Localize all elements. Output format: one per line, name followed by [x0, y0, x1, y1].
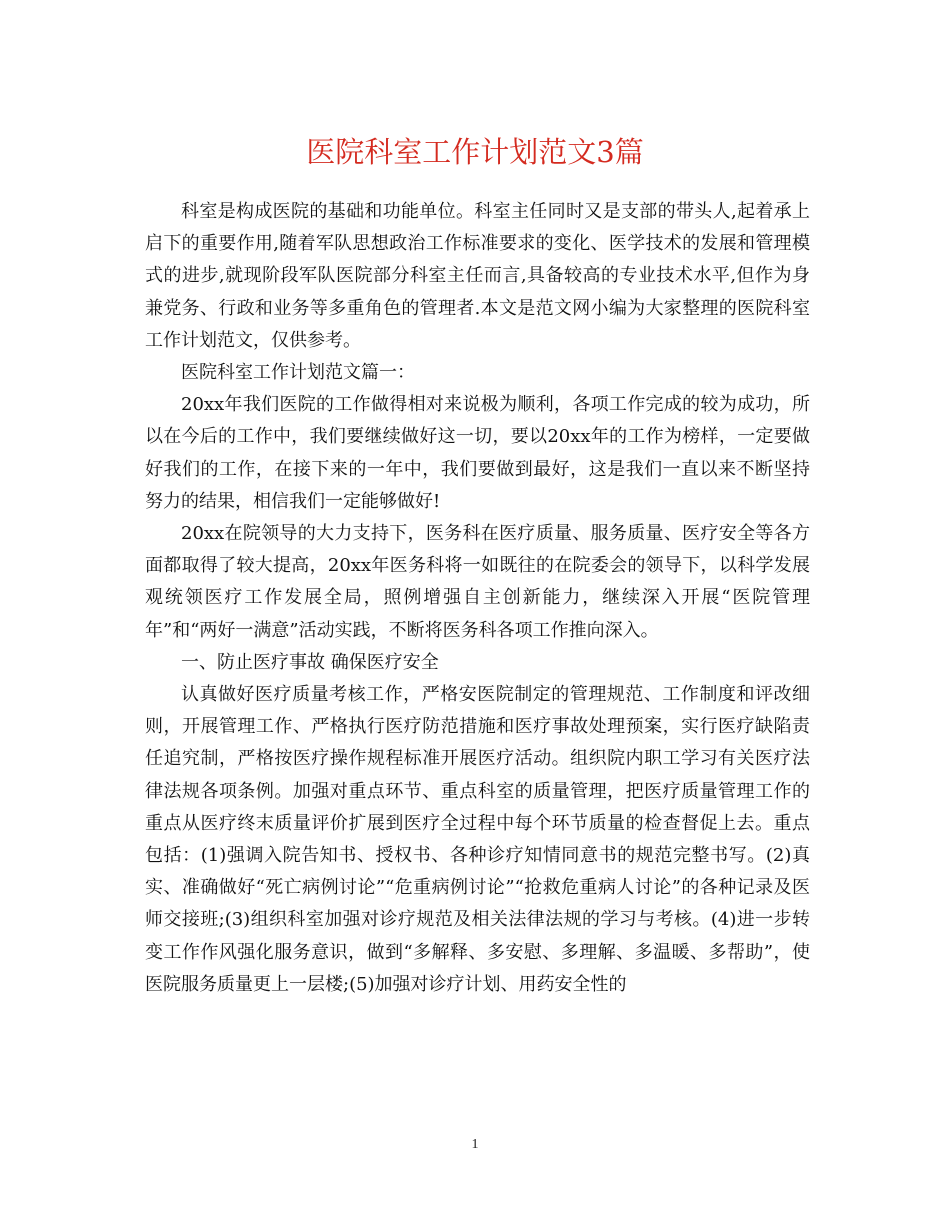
- document-body: [145, 196, 810, 1001]
- paragraph-quality: 认真做好医疗质量考核工作，严格安医院制定的管理规范、工作制度和评改细则，开展管理工作、严格执行医疗防范措施和医疗事故处理预案，实行医疗缺陷责任追究制，严格按医疗操作规程标准开展医疗活动。组织院内职工学习有关医疗法律法规各项条例。加强对重点环节、重点科室的质量管理，把医疗质量管理工作的重点从医疗终末质量评价扩展到医疗全过程中每个环节质量的检查督促上去。重点包括：(1)强调入院告知书、授权书、各种诊疗知情同意书的规范完整书写。(2)真实、准确做好“死亡病例讨论”“危重病例讨论”“抢救危重病人讨论”的各种记录及医师交接班;(3)组织科室加强对诊疗规范及相关法律法规的学习与考核。(4)进一步转变工作作风强化服务意识，做到“多解释、多安慰、多理解、多温暖、多帮助”，使医院服务质量更上一层楼;(5)加强对诊疗计划、用药安全性的: [145, 684, 810, 995]
- paragraph-subheading: 一、防止医疗事故 确保医疗安全: [181, 651, 439, 673]
- document-title: 医院科室工作计划范文3篇: [306, 135, 644, 169]
- page-number: 1: [471, 1137, 479, 1152]
- paragraph-support: 20xx在院领导的大力支持下，医务科在医疗质量、服务质量、医疗安全等各方面都取得了较大提高，20xx年医务科将一如既往的在院委会的领导下，以科学发展观统领医疗工作发展全局，照例增强自主创新能力，继续深入开展“医院管理年”和“两好一满意”活动实践，不断将医务科各项工作推向深入。: [145, 523, 810, 641]
- paragraph-intro: 科室是构成医院的基础和功能单位。科室主任同时又是支部的带头人,起着承上启下的重要作用,随着军队思想政治工作标准要求的变化、医学技术的发展和管理模式的进步,就现阶段军队医院部分科室主任而言,具备较高的专业技术水平,但作为身兼党务、行政和业务等多重角色的管理者.本文是范文网小编为大家整理的医院科室工作计划范文，仅供参考。: [145, 201, 810, 351]
- paragraph-review: 20xx年我们医院的工作做得相对来说极为顺利，各项工作完成的较为成功，所以在今后的工作中，我们要继续做好这一切，要以20xx年的工作为榜样，一定要做好我们的工作，在接下来的一年中，我们要做到最好，这是我们一直以来不断坚持努力的结果，相信我们一定能够做好!: [145, 394, 810, 512]
- paragraph-section-heading: 医院科室工作计划范文篇一：: [181, 362, 415, 384]
